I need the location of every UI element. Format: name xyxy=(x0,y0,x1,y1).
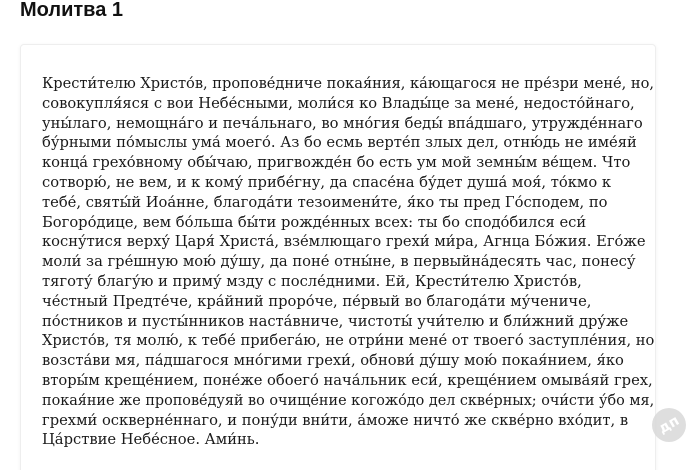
prayer-line: бу́рными по́мыслы ума́ моего́. Аз бо есмь верте́п злых дел, отню́дь не име́яй xyxy=(42,134,637,152)
prayer-line: покая́ние же пропове́дуяй во очище́ние когожо́до дел скве́рных; очи́сти у́бо мя, xyxy=(42,391,655,409)
prayer-line: моли́ за гре́шную мою́ ду́шу, да поне́ отны́не, в первыйна́десять час, понесу́ xyxy=(42,253,636,271)
prayer-line: уны́лаго, немощна́го и печа́льнаго, во мно́гия беды́ впа́дшаго, утружде́ннаго xyxy=(42,114,643,132)
prayer-line: косну́тися верху́ Царя́ Христа́, взе́млющаго грехи́ ми́ра, Агнца Бо́жия. Его́же xyxy=(42,233,646,251)
prayer-line: по́стников и пусты́нников наста́вниче, чистоты́ учи́телю и бли́жний дру́же xyxy=(42,312,629,330)
prayer-line: Богоро́дице, вем бо́льша бы́ти рожде́нных всех: ты бо сподо́бился еси́ xyxy=(42,213,587,231)
prayer-line: конца́ грехо́вному обы́чаю, пригвожде́н бо есть ум мой земны́м ве́щем. Что xyxy=(42,154,631,172)
prayer-line: тебе́, святы́й Иоа́нне, благода́ти тезоимени́те, я́ко ты пред Го́сподем, по xyxy=(42,193,608,211)
prayer-line: сотворю́, не вем, и к кому́ прибе́гну, да спасе́на бу́дет душа́ моя́, то́кмо к xyxy=(42,173,612,191)
prayer-line: совокупля́яся с вои Небе́сными, моли́ся ко Влады́це за мене́, недосто́йнаго, xyxy=(42,94,635,112)
prayer-line: Христо́в, тя молю́, к тебе́ прибега́ю, не отри́ни мене́ от твоего́ заступле́ния, но xyxy=(42,332,655,350)
prayer-line: че́стный Предте́че, кра́йний проро́че, пе́рвый во благода́ти му́чениче, xyxy=(42,292,592,310)
prayer-text xyxy=(42,74,655,450)
prayer-line: Ца́рствие Небе́сное. Ами́нь. xyxy=(42,431,260,449)
prayer-line: грехми́ оскверне́ннаго, и пону́ди вни́ти, а́може ничто́ же скве́рно вхо́дит, в xyxy=(42,411,629,429)
prayer-line: возста́ви мя, па́дшагося мно́гими грехи́, обнови́ ду́шу мою́ покая́нием, я́ко xyxy=(42,352,624,370)
prayer-line: вторы́м креще́нием, поне́же обоего́ нача́льник еси́, креще́нием омыва́яй грех, xyxy=(42,371,653,389)
watermark-text: дп xyxy=(655,412,683,438)
prayer-line: тяготу́ благу́ю и приму́ мзду с после́дними. Ей, Крести́телю Христо́в, xyxy=(42,272,582,290)
page-title: Молитва 1 xyxy=(20,0,124,21)
prayer-line: Крести́телю Христо́в, пропове́дниче покая́ния, ка́ющагося не пре́зри мене́, но, xyxy=(42,75,655,92)
watermark-logo-icon xyxy=(652,408,686,442)
